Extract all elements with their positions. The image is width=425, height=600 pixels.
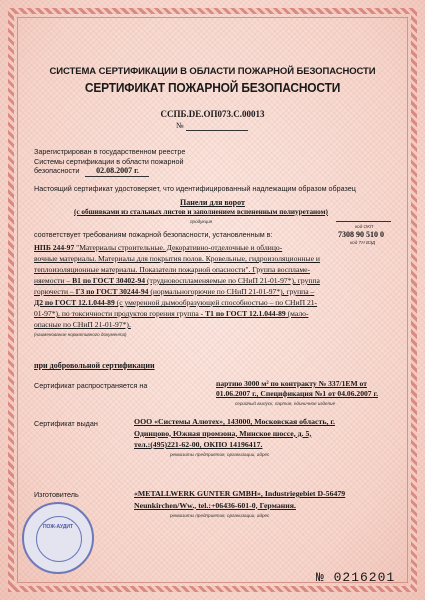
issued-caption: реквизиты предприятия, организации, адрес: [170, 452, 270, 457]
issued-label: Сертификат выдан: [34, 419, 98, 428]
serial-number: № 0216201: [316, 570, 396, 585]
tn-ved-caption: код ТН ВЭД: [350, 240, 376, 245]
number-label: №: [176, 121, 184, 130]
registration-line-3: безопасности: [34, 166, 80, 175]
distribution-line-1: партию 3000 м² по контракту № 337/1ЕМ от: [216, 379, 367, 388]
gost-12-1-044-d2: Д2 по ГОСТ 12.1.044-89: [34, 298, 115, 307]
number-line: [186, 130, 248, 131]
compliance-text: [34, 242, 396, 330]
tn-ved-code: 7308 90 510 0: [338, 230, 384, 239]
okp-line: [336, 221, 391, 222]
certificate-title: СЕРТИФИКАТ ПОЖАРНОЙ БЕЗОПАСНОСТИ: [84, 80, 341, 95]
stamp-seal-icon: [22, 502, 94, 574]
compliance-line-6b: (с умеренной дымообразующей способностью – по СНиП 21-: [114, 298, 318, 307]
stamp-inner-ring: [36, 516, 82, 562]
compliance-line-5c: (нормальногорючие по СНиП 21-01-97*), группа –: [148, 287, 315, 296]
manufacturer-line-1: «METALLWERK GUNTER GMBH», Industriegebiet D-56479: [134, 489, 346, 498]
compliance-line-2: вочные материалы. Материалы для покрытия полов. Кровельные, гидроизоляционные и: [34, 254, 320, 263]
manufacturer-value: [134, 488, 396, 511]
compliance-prefix: соответствует требованиям пожарной безопасности, установленным в:: [34, 230, 273, 239]
product-caption: продукция: [190, 219, 213, 224]
normative-doc-caption: (наименование нормативного документа): [34, 332, 127, 337]
gost-30402: В1 по ГОСТ 30402-94: [72, 276, 146, 285]
compliance-line-8: опасные по СНиП 21-01-97*).: [34, 320, 131, 329]
product-name: Панели для ворот: [180, 198, 245, 207]
compliance-line-4a: няемости –: [34, 276, 73, 285]
manufacturer-line-2: Neunkirchen/Ww., tel.:+06436-601-0, Германия.: [134, 500, 296, 510]
registration-line-2: Системы сертификации в области пожарной: [34, 156, 184, 166]
registration-date: 02.08.2007 г.: [85, 166, 149, 177]
issued-value: [134, 416, 396, 451]
manufacturer-caption: реквизиты предприятия, организации, адрес: [170, 513, 270, 518]
stamp-text: ПОЖ-АУДИТ: [42, 524, 74, 530]
certificate-number: ССПБ.DE.ОП073.С.00013: [160, 109, 265, 119]
distribution-value: [216, 379, 396, 399]
issued-line-1: ООО «Системы Алютех», 143000, Московская область, г.: [134, 417, 335, 426]
registration-line-1: Зарегистрирован в государственном реестре: [34, 147, 186, 156]
registration-block: [34, 147, 185, 177]
compliance-line-5a: горючести –: [34, 287, 76, 296]
compliance-line-7a: 01-97*), по токсичности продуктов горения группа -: [34, 309, 206, 318]
voluntary-certification: при добровольной сертификации: [34, 361, 155, 370]
manufacturer-label: Изготовитель: [34, 490, 79, 499]
standard-npb: НПБ 244-97: [34, 243, 75, 252]
intro-text: Настоящий сертификат удостоверяет, что идентифицированный надлежащим образом образец: [34, 184, 356, 193]
issued-line-3: тел.:(495)221-62-00, ОКПО 14196417.: [134, 440, 263, 449]
distribution-label: Сертификат распространяется на: [34, 381, 148, 390]
gost-30244: Г3 по ГОСТ 30244-94: [75, 287, 149, 296]
product-description: (с обшивками из стальных листов и заполнением вспененным полиуретаном): [74, 208, 328, 216]
compliance-line-4c: (трудновоспламеняемые по СНиП 21-01-97*), группа: [145, 276, 320, 285]
certification-system-heading: СИСТЕМА СЕРТИФИКАЦИИ В ОБЛАСТИ ПОЖАРНОЙ БЕЗОПАСНОСТИ: [49, 66, 376, 77]
okp-caption: код ОКП: [355, 224, 374, 229]
compliance-line-7c: (мало-: [285, 309, 309, 318]
compliance-line-1: "Материалы строительные. Декоративно-отделочные и облицо-: [74, 243, 283, 252]
issued-line-2: Одинцово, Южная промзона, Минское шоссе, д. 5,: [134, 428, 312, 438]
gost-12-1-044-t1: Т1 по ГОСТ 12.1.044-89: [205, 309, 286, 318]
distribution-line-2: 01.06.2007 г., Спецификация №1 от 04.06.2007 г.: [216, 389, 378, 398]
distribution-caption: серийный выпуск, партия, единичное изделие: [235, 401, 336, 406]
compliance-line-3: теплоизоляционные материалы. Показатели пожарной опасности". Группа воспламе-: [34, 265, 311, 274]
